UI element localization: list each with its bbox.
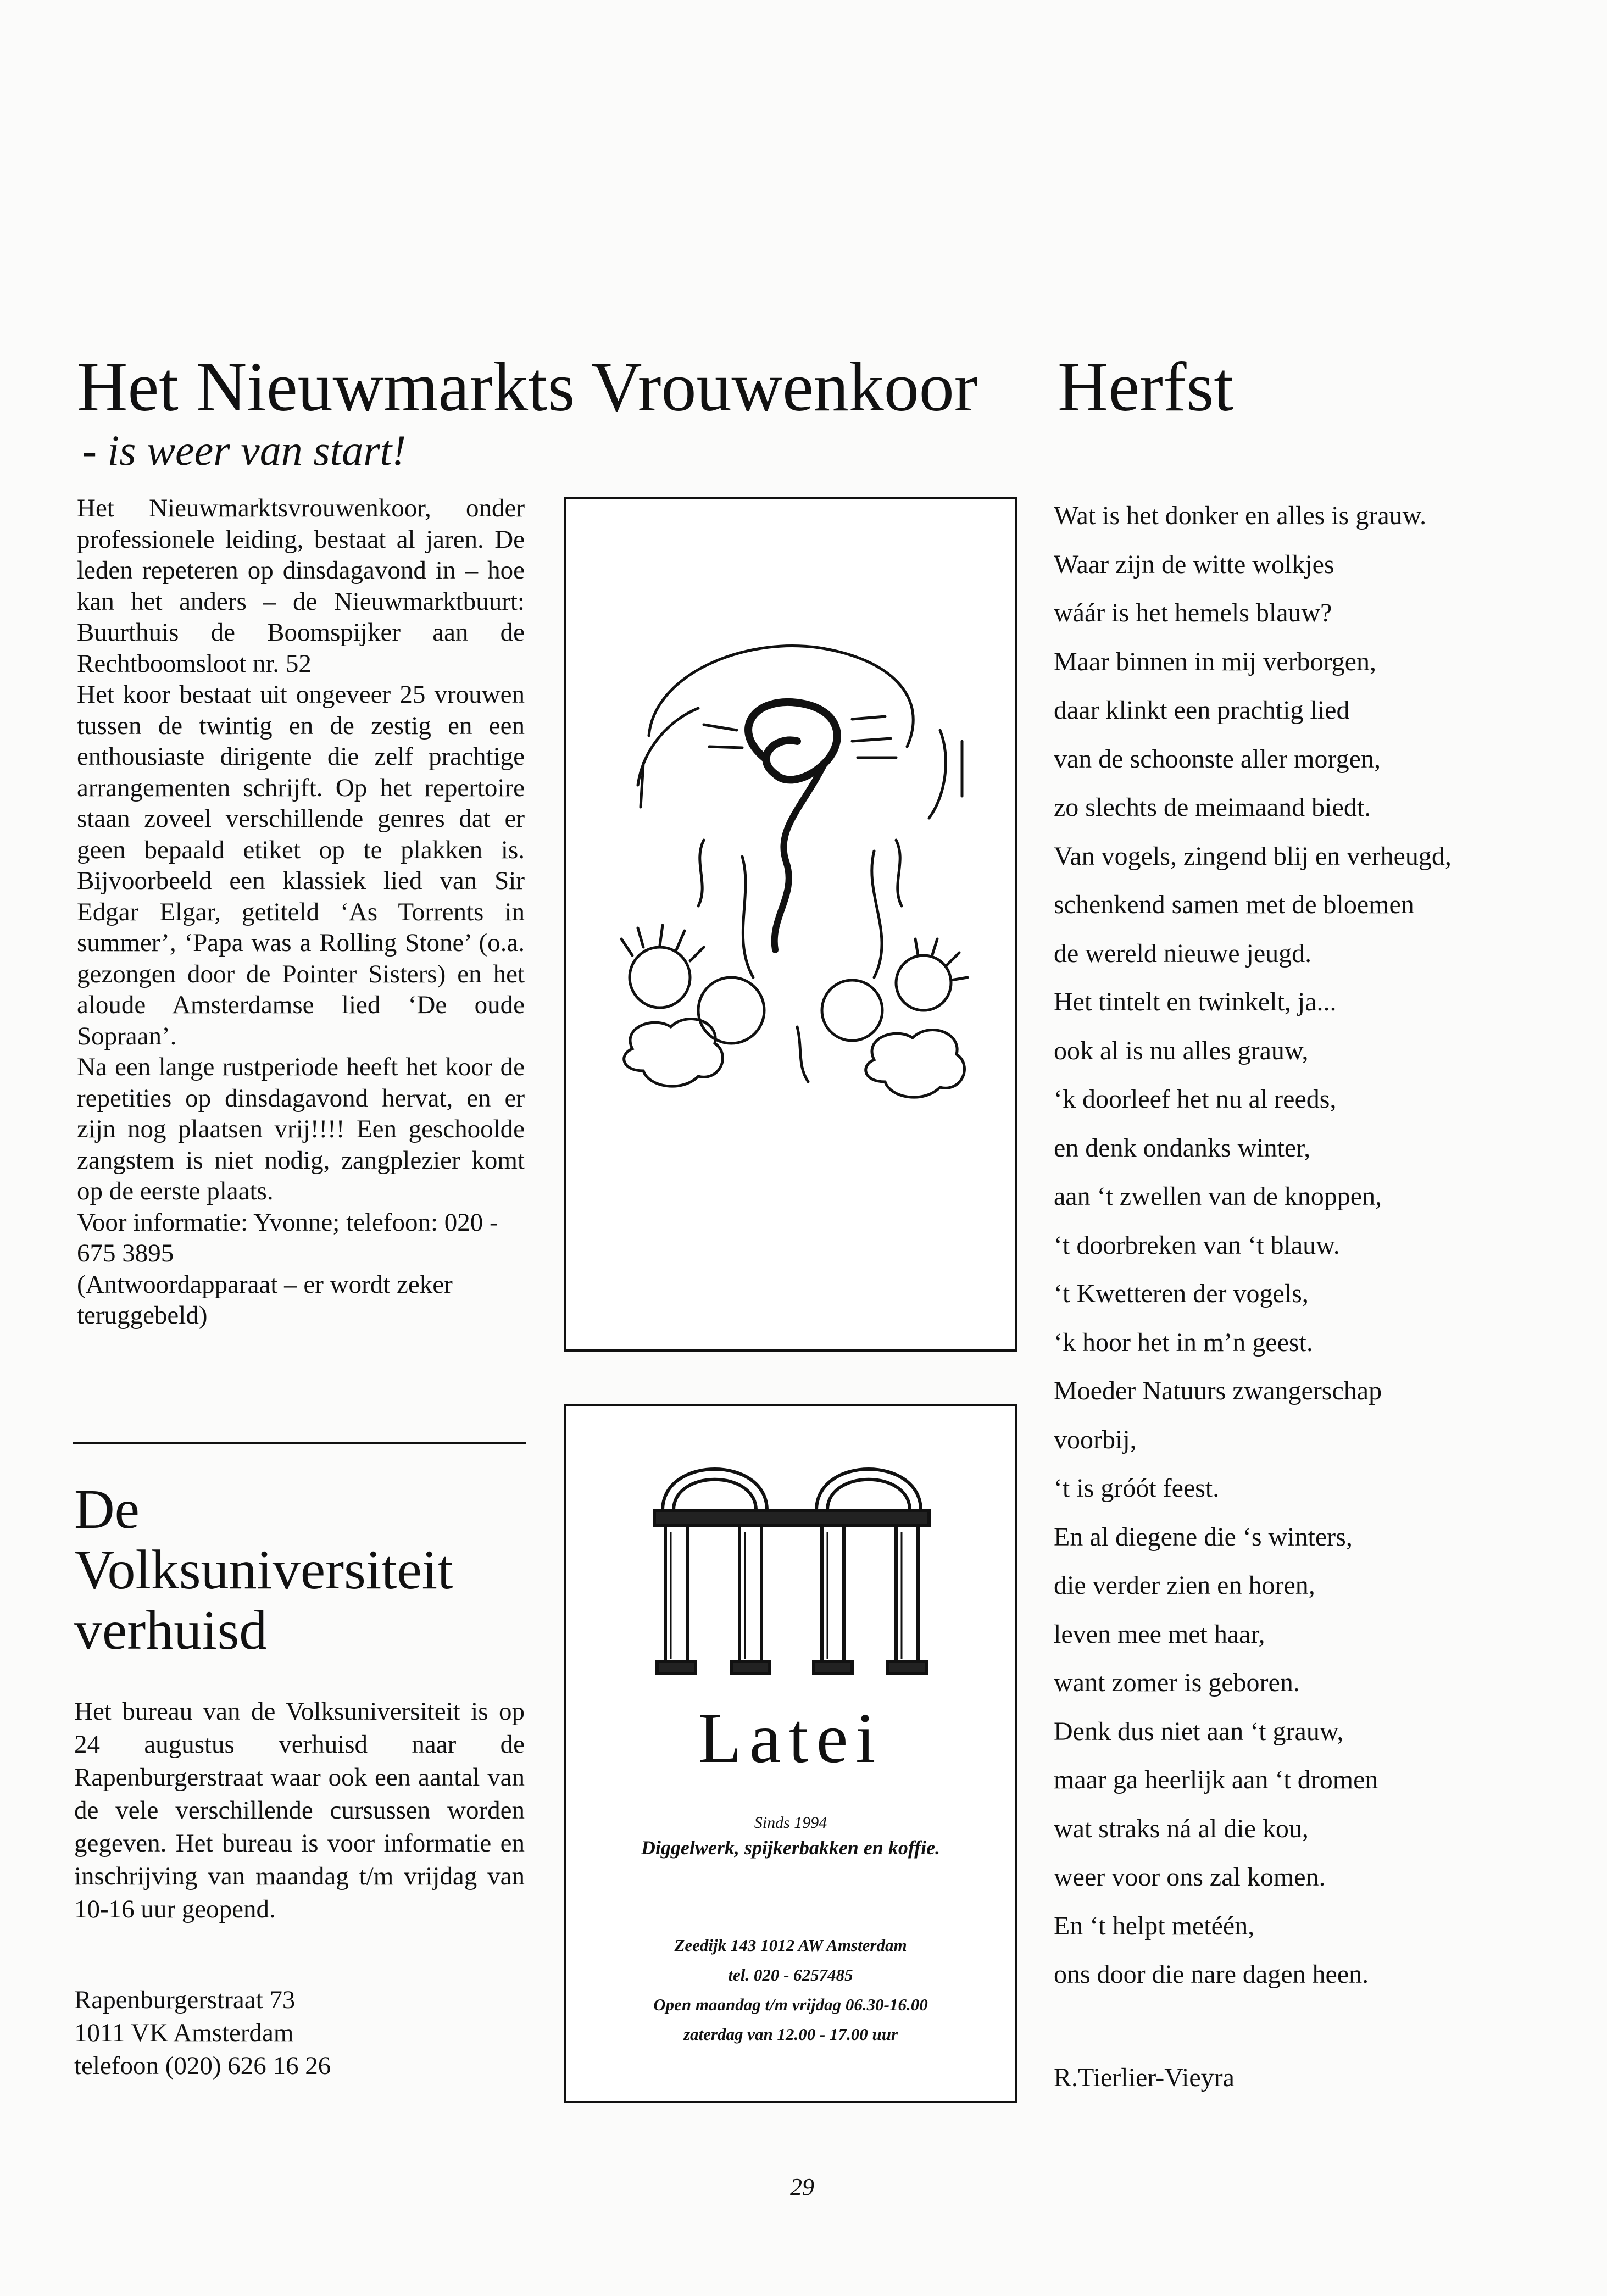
- poem-line: ‘k doorleef het nu al reeds,: [1054, 1085, 1337, 1114]
- poem-line: de wereld nieuwe jeugd.: [1054, 938, 1312, 968]
- article-paragraph: Voor informatie: Yvonne; telefoon: 020 - 675 3895: [77, 1208, 498, 1267]
- illustration-frame: [564, 497, 1017, 1352]
- poem-line: Waar zijn de witte wolkjes: [1054, 549, 1334, 579]
- ad-brand-name: Latei: [698, 1699, 883, 1778]
- article-paragraph: Het Nieuwmarktsvrouwenkoor, onder professionele leiding, bestaat al jaren. De leden repeteren op dinsdagavond in – hoe kan het anders – de Nieuwmarktbuurt: Buurthuis de Boomspijker aan de Rechtboomsloot nr. 52: [77, 494, 525, 678]
- poem-line: Wat is het donker en alles is grauw.: [1054, 501, 1427, 530]
- address-line: 1011 VK Amsterdam: [74, 2019, 294, 2047]
- poem-line: Moeder Natuurs zwangerschap: [1054, 1376, 1382, 1405]
- poem-line: die verder zien en horen,: [1054, 1571, 1315, 1600]
- poem-line: wat straks ná al die kou,: [1054, 1814, 1309, 1843]
- poem-line: want zomer is geboren.: [1054, 1668, 1300, 1697]
- article-subtitle: - is weer van start!: [82, 426, 407, 474]
- address-block: [74, 1983, 525, 2082]
- page-number: 29: [790, 2173, 814, 2200]
- section-divider: [73, 1442, 526, 1444]
- poem-line: En al diegene die ‘s winters,: [1054, 1522, 1353, 1552]
- ad-line: zaterdag van 12.00 - 17.00 uur: [683, 2025, 898, 2044]
- poem-line: ‘t Kwetteren der vogels,: [1054, 1279, 1309, 1308]
- ad-line: Zeedijk 143 1012 AW Amsterdam: [674, 1936, 907, 1955]
- article-paragraph: Het koor bestaat uit ongeveer 25 vrouwen tussen de twintig en de zestig en een enthousiaste dirigente die zelf prachtige arrangementen schrijft. Op het repertoire staan zoveel verschillende genres dat er geen bepaald etiket op te plakken is. Bijvoorbeeld een klassiek lied van Sir Edgar Elgar, getiteld ‘As Torrents in summer’, ‘Papa was a Rolling Stone’ (o.a. gezongen door de Pointer Sisters) en het aloude Amsterdamse lied ‘De oude Sopraan’.: [77, 680, 525, 1050]
- title-line: Volksuniversiteit: [74, 1539, 453, 1601]
- choir-illustration: [566, 499, 1015, 1349]
- poem-line: maar ga heerlijk aan ‘t dromen: [1054, 1765, 1378, 1794]
- poem-line: Maar binnen in mij verborgen,: [1054, 647, 1376, 676]
- ad-contact: [566, 1931, 1015, 2049]
- poem-line: Het tintelt en twinkelt, ja...: [1054, 987, 1337, 1016]
- ad-tagline: Diggelwerk, spijkerbakken en koffie.: [641, 1837, 941, 1859]
- poem-line: daar klinkt een prachtig lied: [1054, 696, 1350, 725]
- poem-line: Denk dus niet aan ‘t grauw,: [1054, 1716, 1344, 1746]
- poem-line: schenkend samen met de bloemen: [1054, 890, 1414, 919]
- poem-line: en denk ondanks winter,: [1054, 1133, 1311, 1163]
- address-line: telefoon (020) 626 16 26: [74, 2052, 331, 2080]
- poem-line: leven mee met haar,: [1054, 1619, 1265, 1649]
- poem-author: R.Tierlier-Vieyra: [1054, 2063, 1235, 2092]
- advertisement-latei: [564, 1404, 1017, 2103]
- ad-line: Open maandag t/m vrijdag 06.30-16.00: [653, 1995, 928, 2014]
- poem-line: zo slechts de meimaand biedt.: [1054, 793, 1371, 822]
- poem-line: ‘t is gróót feest.: [1054, 1474, 1220, 1503]
- article-paragraph: Na een lange rustperiode heeft het koor de repetities op dinsdagavond hervat, en er zijn nog plaatsen vrij!!!! Een geschoolde zangstem is niet nodig, zangplezier komt op de eerste plaats.: [77, 1053, 525, 1205]
- ad-line: tel. 020 - 6257485: [728, 1965, 853, 1984]
- article-body-vrouwenkoor: [77, 493, 525, 1331]
- poem-line: En ‘t helpt metéén,: [1054, 1911, 1255, 1941]
- ad-since: Sinds 1994: [754, 1814, 827, 1832]
- title-line: De: [74, 1478, 140, 1541]
- poem-line: Van vogels, zingend blij en verheugd,: [1054, 841, 1452, 871]
- poem-line: ook al is nu alles grauw,: [1054, 1036, 1309, 1065]
- poem-line: aan ‘t zwellen van de knoppen,: [1054, 1182, 1382, 1211]
- poem-line: van de schoonste aller morgen,: [1054, 744, 1381, 774]
- article-paragraph: (Antwoordapparaat – er wordt zeker teruggebeld): [77, 1270, 453, 1330]
- article-body-volksuniversiteit: Het bureau van de Volksuniversiteit is op 24 augustus verhuisd naar de Rapenburgerstraat waar ook een aantal van de vele verschillende cursussen worden gegeven. Het bureau is voor informatie en inschrijving van maandag t/m vrijdag van 10-16 uur geopend.: [74, 1697, 525, 1923]
- address-line: Rapenburgerstraat 73: [74, 1986, 296, 2014]
- poem-line: ons door die nare dagen heen.: [1054, 1960, 1369, 1989]
- poem-line: weer voor ons zal komen.: [1054, 1863, 1326, 1892]
- colonnade-logo: [641, 1444, 943, 1692]
- poem-line: voorbij,: [1054, 1425, 1137, 1454]
- poem-body: [1054, 492, 1581, 1999]
- title-line: verhuisd: [74, 1599, 268, 1661]
- article-title-volksuniversiteit: [74, 1480, 453, 1661]
- poem-line: ‘k hoor het in m’n geest.: [1054, 1327, 1313, 1357]
- poem-title: Herfst: [1058, 348, 1233, 426]
- poem-line: ‘t doorbreken van ‘t blauw.: [1054, 1230, 1340, 1260]
- article-title-vrouwenkoor: Het Nieuwmarkts Vrouwenkoor: [77, 348, 978, 426]
- poem-line: wáár is het hemels blauw?: [1054, 598, 1332, 627]
